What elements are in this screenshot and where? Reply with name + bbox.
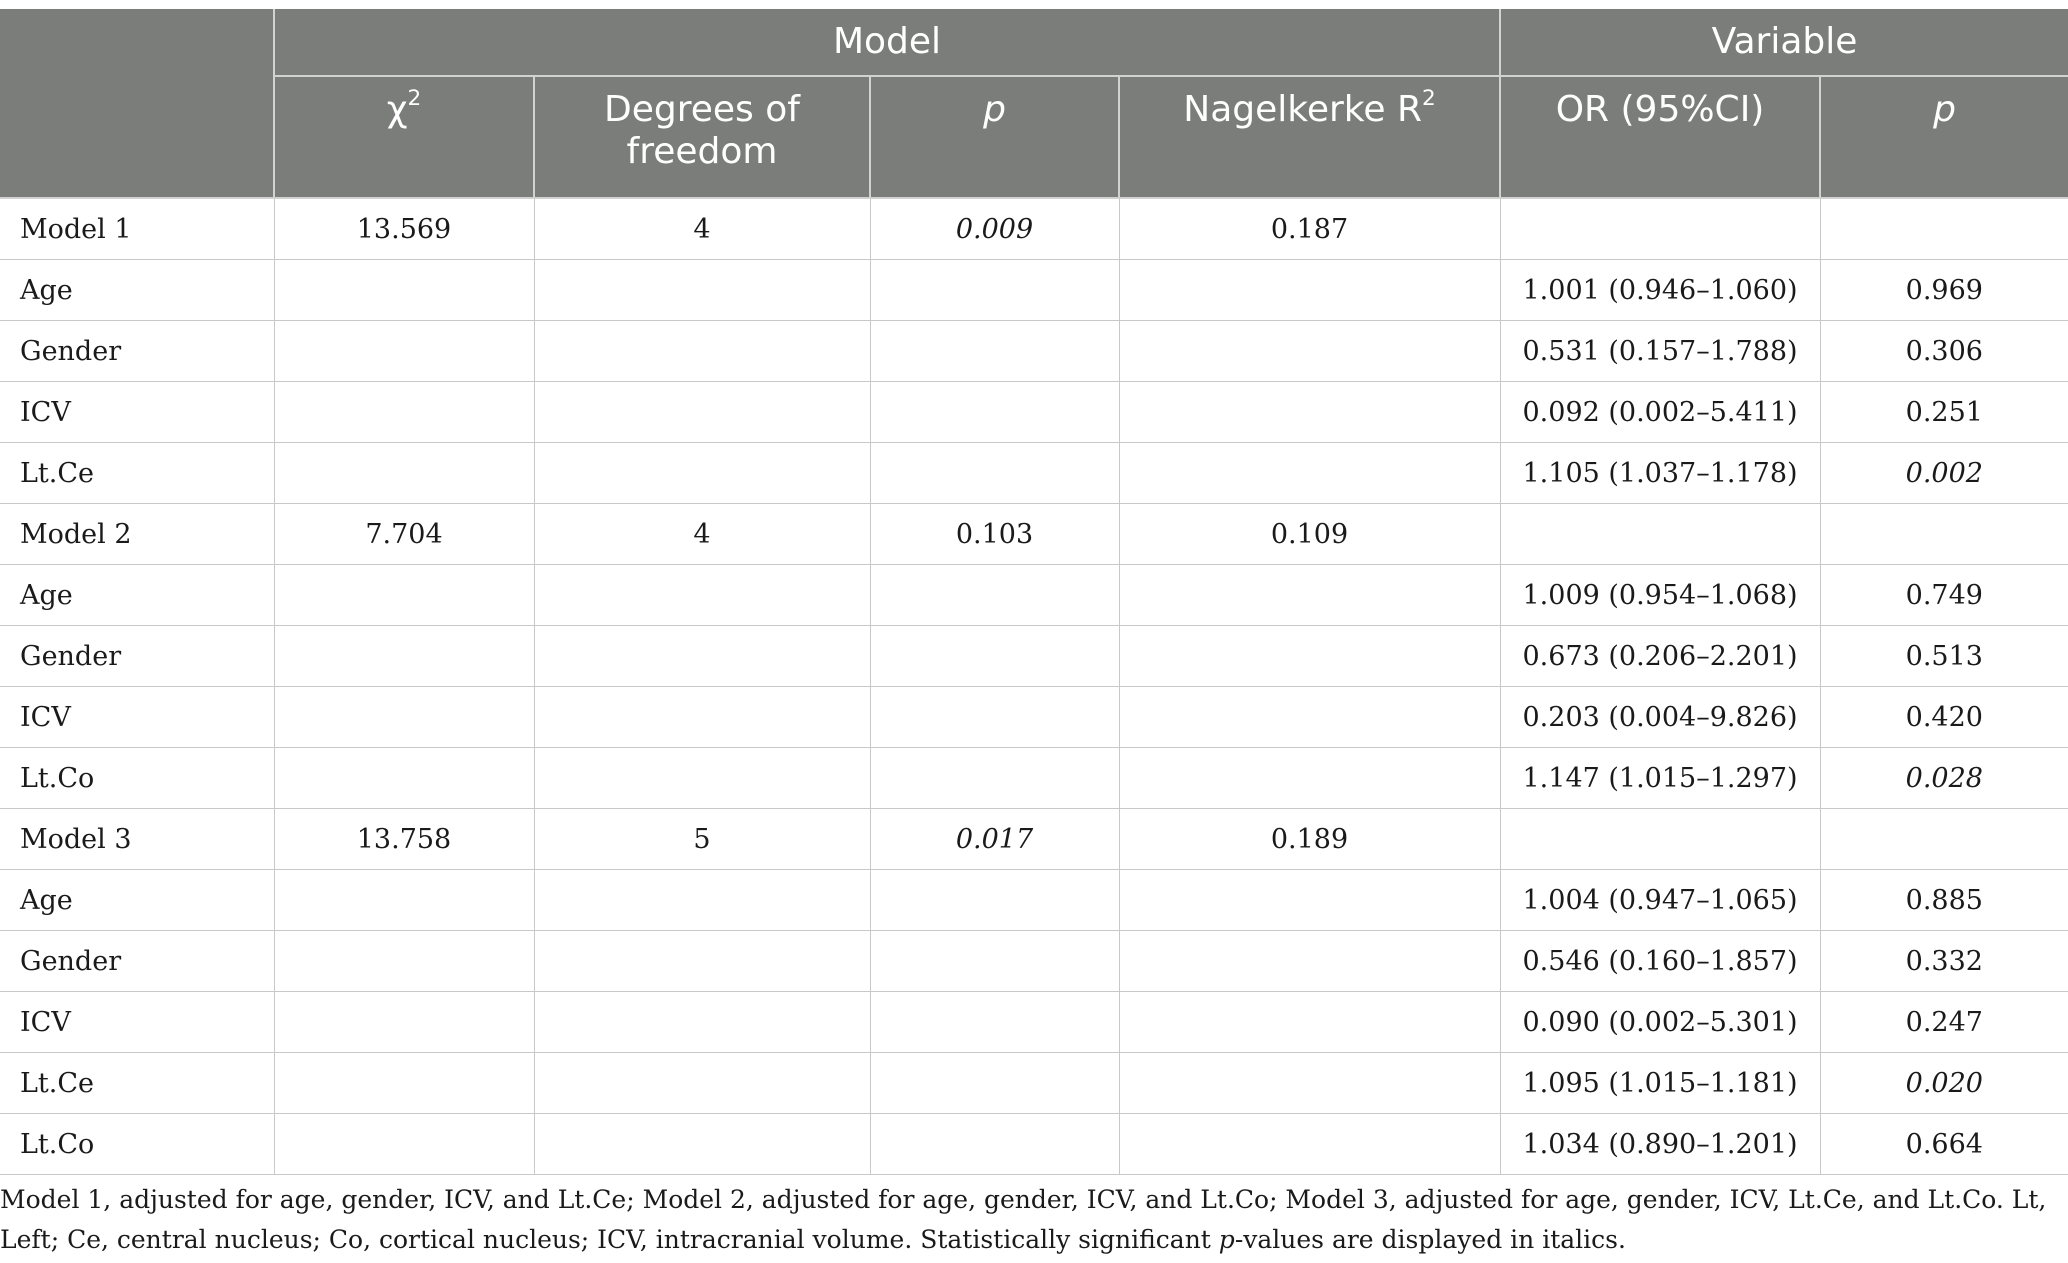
model-p-cell (870, 321, 1119, 382)
row-label: ICV (0, 687, 274, 748)
row-label: Lt.Ce (0, 1053, 274, 1114)
table-row (0, 443, 2068, 504)
odds-ratio-cell: 1.105 (1.037–1.178) (1500, 443, 1820, 504)
table-body (0, 198, 2068, 1175)
row-label: Lt.Co (0, 748, 274, 809)
df-cell (534, 321, 870, 382)
variable-p-cell: 0.420 (1820, 687, 2068, 748)
table-row (0, 260, 2068, 321)
row-label: Model 1 (0, 198, 274, 260)
r2-cell (1119, 748, 1500, 809)
odds-ratio-cell: 1.095 (1.015–1.181) (1500, 1053, 1820, 1114)
chi-square-cell (274, 321, 534, 382)
table-row (0, 809, 2068, 870)
chi-square-cell: 13.569 (274, 198, 534, 260)
header-nagelkerke-r2 (1119, 76, 1500, 198)
r2-cell (1119, 565, 1500, 626)
variable-p-cell (1820, 809, 2068, 870)
footnote-italic-p: p (1218, 1225, 1235, 1254)
table-row (0, 1114, 2068, 1175)
r2-cell (1119, 870, 1500, 931)
model-p-cell (870, 931, 1119, 992)
model-p-cell (870, 870, 1119, 931)
r2-cell: 0.187 (1119, 198, 1500, 260)
r2-cell (1119, 931, 1500, 992)
row-label: ICV (0, 382, 274, 443)
variable-p-cell: 0.969 (1820, 260, 2068, 321)
odds-ratio-cell: 0.531 (0.157–1.788) (1500, 321, 1820, 382)
header-degrees-of-freedom: Degrees of freedom (534, 76, 870, 198)
chi-square-cell (274, 260, 534, 321)
row-label: Lt.Co (0, 1114, 274, 1175)
variable-p-cell: 0.513 (1820, 626, 2068, 687)
row-label: Gender (0, 626, 274, 687)
df-cell (534, 260, 870, 321)
chi-square-cell (274, 1053, 534, 1114)
table-row (0, 687, 2068, 748)
variable-p-cell: 0.247 (1820, 992, 2068, 1053)
table-row (0, 626, 2068, 687)
model-p-cell (870, 992, 1119, 1053)
row-label: Model 3 (0, 809, 274, 870)
odds-ratio-cell (1500, 809, 1820, 870)
variable-p-cell (1820, 504, 2068, 565)
table-footnote (0, 1180, 2060, 1260)
variable-p-cell: 0.251 (1820, 382, 2068, 443)
model-p-cell (870, 382, 1119, 443)
df-cell (534, 1114, 870, 1175)
header-group-variable: Variable (1500, 9, 2068, 76)
table-row (0, 931, 2068, 992)
odds-ratio-cell: 0.090 (0.002–5.301) (1500, 992, 1820, 1053)
header-odds-ratio: OR (95%CI) (1500, 76, 1820, 198)
odds-ratio-cell: 0.092 (0.002–5.411) (1500, 382, 1820, 443)
table-row (0, 321, 2068, 382)
df-cell (534, 870, 870, 931)
r2-cell: 0.189 (1119, 809, 1500, 870)
chi-square-cell: 7.704 (274, 504, 534, 565)
r2-cell (1119, 992, 1500, 1053)
r2-cell (1119, 1053, 1500, 1114)
model-p-cell: 0.017 (870, 809, 1119, 870)
r2-cell (1119, 382, 1500, 443)
r2-cell (1119, 443, 1500, 504)
table-row (0, 504, 2068, 565)
df-cell (534, 687, 870, 748)
chi-square-cell (274, 1114, 534, 1175)
model-p-cell (870, 687, 1119, 748)
chi-square-cell (274, 443, 534, 504)
odds-ratio-cell: 1.009 (0.954–1.068) (1500, 565, 1820, 626)
model-p-cell (870, 565, 1119, 626)
table-row (0, 382, 2068, 443)
r2-cell (1119, 321, 1500, 382)
variable-p-cell: 0.306 (1820, 321, 2068, 382)
row-label: ICV (0, 992, 274, 1053)
header-variable-p: p (1820, 76, 2068, 198)
row-label: Lt.Ce (0, 443, 274, 504)
model-p-cell (870, 443, 1119, 504)
chi-square-cell (274, 748, 534, 809)
table-header (0, 9, 2068, 198)
odds-ratio-cell: 0.673 (0.206–2.201) (1500, 626, 1820, 687)
row-label: Gender (0, 931, 274, 992)
row-label: Age (0, 870, 274, 931)
model-p-cell: 0.103 (870, 504, 1119, 565)
chi-square-cell (274, 382, 534, 443)
odds-ratio-cell: 1.001 (0.946–1.060) (1500, 260, 1820, 321)
header-r2-superscript: 2 (1421, 85, 1436, 111)
chi-square-cell (274, 992, 534, 1053)
model-p-cell (870, 260, 1119, 321)
table-row (0, 992, 2068, 1053)
odds-ratio-cell: 0.546 (0.160–1.857) (1500, 931, 1820, 992)
r2-cell (1119, 626, 1500, 687)
r2-cell (1119, 260, 1500, 321)
chi-square-cell (274, 626, 534, 687)
variable-p-cell: 0.332 (1820, 931, 2068, 992)
df-cell (534, 1053, 870, 1114)
chi-square-cell: 13.758 (274, 809, 534, 870)
df-cell (534, 992, 870, 1053)
table-row (0, 1053, 2068, 1114)
row-label: Model 2 (0, 504, 274, 565)
chi-square-cell (274, 687, 534, 748)
df-cell (534, 931, 870, 992)
df-cell (534, 443, 870, 504)
row-label: Age (0, 565, 274, 626)
table-row (0, 748, 2068, 809)
df-cell: 4 (534, 504, 870, 565)
odds-ratio-cell (1500, 504, 1820, 565)
r2-cell (1119, 1114, 1500, 1175)
chi-square-cell (274, 931, 534, 992)
header-chi-superscript: 2 (407, 85, 422, 111)
df-cell (534, 626, 870, 687)
df-cell: 5 (534, 809, 870, 870)
model-p-cell (870, 626, 1119, 687)
header-model-p: p (870, 76, 1119, 198)
r2-cell: 0.109 (1119, 504, 1500, 565)
table-row (0, 565, 2068, 626)
variable-p-cell: 0.028 (1820, 748, 2068, 809)
header-chi-symbol: χ (386, 89, 408, 130)
header-r2-label: Nagelkerke R (1183, 89, 1422, 130)
df-cell (534, 748, 870, 809)
variable-p-cell: 0.749 (1820, 565, 2068, 626)
footnote-text-end: -values are displayed in italics. (1234, 1225, 1626, 1254)
odds-ratio-cell: 0.203 (0.004–9.826) (1500, 687, 1820, 748)
odds-ratio-cell: 1.147 (1.015–1.297) (1500, 748, 1820, 809)
footnote-text: Model 1, adjusted for age, gender, ICV, and Lt.Ce; Model 2, adjusted for age, gender, ICV, and Lt.Co; Model 3, adjusted for age, gender, ICV, Lt.Ce, and Lt.Co. Lt, Left; Ce, central nucleus; Co, cortical nucleus; ICV, intracranial volume. Statistically significant (0, 1185, 2047, 1254)
variable-p-cell: 0.002 (1820, 443, 2068, 504)
df-cell (534, 565, 870, 626)
odds-ratio-cell: 1.034 (0.890–1.201) (1500, 1114, 1820, 1175)
model-p-cell: 0.009 (870, 198, 1119, 260)
row-label: Age (0, 260, 274, 321)
regression-table (0, 9, 2068, 1175)
df-cell (534, 382, 870, 443)
header-corner-cell (0, 9, 274, 198)
odds-ratio-cell (1500, 198, 1820, 260)
model-p-cell (870, 748, 1119, 809)
table-row (0, 870, 2068, 931)
model-p-cell (870, 1053, 1119, 1114)
model-p-cell (870, 1114, 1119, 1175)
variable-p-cell: 0.664 (1820, 1114, 2068, 1175)
table-row (0, 198, 2068, 260)
odds-ratio-cell: 1.004 (0.947–1.065) (1500, 870, 1820, 931)
row-label: Gender (0, 321, 274, 382)
header-chi-square (274, 76, 534, 198)
variable-p-cell: 0.885 (1820, 870, 2068, 931)
variable-p-cell: 0.020 (1820, 1053, 2068, 1114)
r2-cell (1119, 687, 1500, 748)
df-cell: 4 (534, 198, 870, 260)
variable-p-cell (1820, 198, 2068, 260)
chi-square-cell (274, 870, 534, 931)
chi-square-cell (274, 565, 534, 626)
header-group-model: Model (274, 9, 1500, 76)
